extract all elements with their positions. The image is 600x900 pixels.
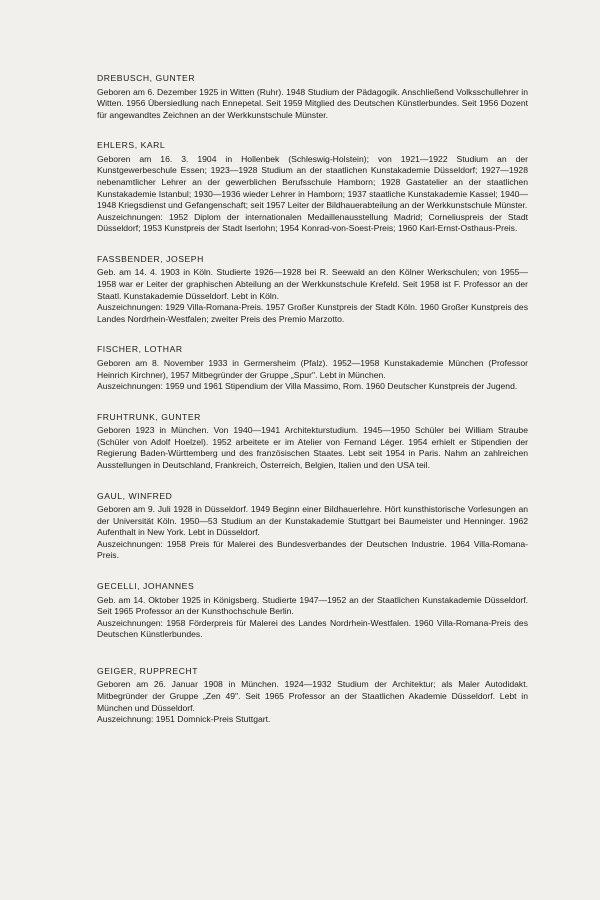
entry-awards: Auszeichnungen: 1958 Preis für Malerei des Bundesverbandes der Deutschen Industrie. 1964 Villa-Romana-Preis. [97,538,528,561]
entry-name: DREBUSCH, GUNTER [97,73,196,83]
biography-entry [97,139,528,235]
biography-entry [97,343,528,392]
entry-awards: Auszeichnungen: 1952 Diplom der internationalen Medaillenausstellung Madrid; Corneliuspreis der Stadt Düsseldorf; 1953 Kunstpreis der Stadt Iserlohn; 1954 Konrad-von-Soest-Preis; 1960 Karl-Ernst-Osthaus-Preis. [97,211,528,234]
biography-entry [97,72,528,121]
entry-name: FASSBENDER, JOSEPH [97,253,204,264]
entry-awards: Auszeichnung: 1951 Domnick-Preis Stuttgart. [97,714,271,725]
entry-paragraph: Geboren am 9. Juli 1928 in Düsseldorf. 1949 Beginn einer Bildhauerlehre. Hört kunsthistorische Vorlesungen an der Universität Köln. 1950—53 Studium an der Kunstakademie Stuttgart bei Baumeister und Henninger. 1962 Aufenthalt in New York. Lebt in Düsseldorf. [97,504,528,538]
entry-paragraph: Geboren am 26. Januar 1908 in München. 1924—1932 Studium der Architektur; als Maler Autodidakt. Mitbegründer der Gruppe „Zen 49". Seit 1965 Professor an der Staatlichen Akademie Düsseldorf. Lebt in München und Düsseldorf. [97,679,528,713]
entry-awards: Auszeichnungen: 1929 Villa-Romana-Preis. 1957 Großer Kunstpreis der Stadt Köln. 1960 Großer Kunstpreis des Landes Nordrhein-Westfalen; zweiter Preis des Premio Marzotto. [97,302,528,324]
entry-paragraph: Geboren 1923 in München. Von 1940—1941 Architekturstudium. 1945—1950 Schüler bei William Straube (Schüler von Adolf Hoelzel). 1952 arbeitete er im Atelier von Fernand Léger. 1954 erhielt er Stipendien der Regierung Baden-Württemberg und des französischen Staates. Lebt seit 1954 in Paris. Nahm an zahlreichen Ausstellungen in Deutschland, Frankreich, Österreich, Belgien, Italien und den USA teil. [97,425,528,470]
entry-name: GAUL, WINFRED [97,490,173,501]
document-body [97,72,528,726]
biography-entry [97,411,528,472]
biography-entry [97,580,528,641]
entry-awards: Auszeichnungen: 1958 Förderpreis für Malerei des Landes Nordrhein-Westfalen. 1960 Villa-Romana-Preis des Deutschen Künstlerbundes. [97,617,528,640]
biography-entry [97,253,528,325]
biography-entry [97,665,528,726]
entry-paragraph: Geb. am 14. Oktober 1925 in Königsberg. Studierte 1947—1952 an der Staatlichen Kunstakademie Düsseldorf. Seit 1965 Professor an der Kunsthochschule Berlin. [97,594,528,617]
entry-paragraph: Geboren am 16. 3. 1904 in Hollenbek (Schleswig-Holstein); von 1921—1922 Studium an der Kunstgewerbeschule Essen; 1923—1928 Studium an der staatlichen Kunstakademie Düsseldorf; 1927—1928 nebenamtlicher Lehrer an der gewerblichen Berufsschule Hamborn; 1928 Gastatelier an der staatlichen Kunstakademie Istanbul; 1930—1936 wieder Lehrer in Hamborn; 1937 staatliche Kunstakademie Kassel; 1940—1948 Kriegsdienst und Gefangenschaft; seit 1957 Leiter der Bildhauerabteilung an der Werkkunstschule Münster. [97,153,528,211]
entry-paragraph: Geboren am 6. Dezember 1925 in Witten (Ruhr). 1948 Studium der Pädagogik. Anschließend Volksschullehrer in Witten. 1956 Übersiedlung nach Ennepetal. Seit 1959 Mitglied des Deutschen Künstlerbundes. Seit 1956 Dozent für angewandtes Zeichnen an der Werkkunstschule Münster. [97,86,528,120]
entry-paragraph: Geb. am 14. 4. 1903 in Köln. Studierte 1926—1928 bei R. Seewald an den Kölner Werkschulen; von 1955—1958 war er Leiter der graphischen Abteilung an der Werkkunstschule Krefeld. Seit 1958 ist F. Professor an der Staatl. Kunstakademie Düsseldorf. Lebt in Köln. [97,267,528,301]
entry-name: FRUHTRUNK, GUNTER [97,411,201,422]
biography-entry [97,490,528,562]
entry-name: FISCHER, LOTHAR [97,344,183,355]
entry-awards: Auszeichnungen: 1959 und 1961 Stipendium der Villa Massimo, Rom. 1960 Deutscher Kunstpreis der Jugend. [97,381,518,392]
entry-name: EHLERS, KARL [97,140,166,151]
entry-paragraph: Geboren am 8. November 1933 in Germersheim (Pfalz). 1952—1958 Kunstakademie München (Professor Heinrich Kirchner), 1957 Mitbegründer der Gruppe „Spur". Lebt in München. [97,357,528,380]
entry-name: GECELLI, JOHANNES [97,581,195,592]
entry-name: GEIGER, RUPPRECHT [97,665,199,676]
